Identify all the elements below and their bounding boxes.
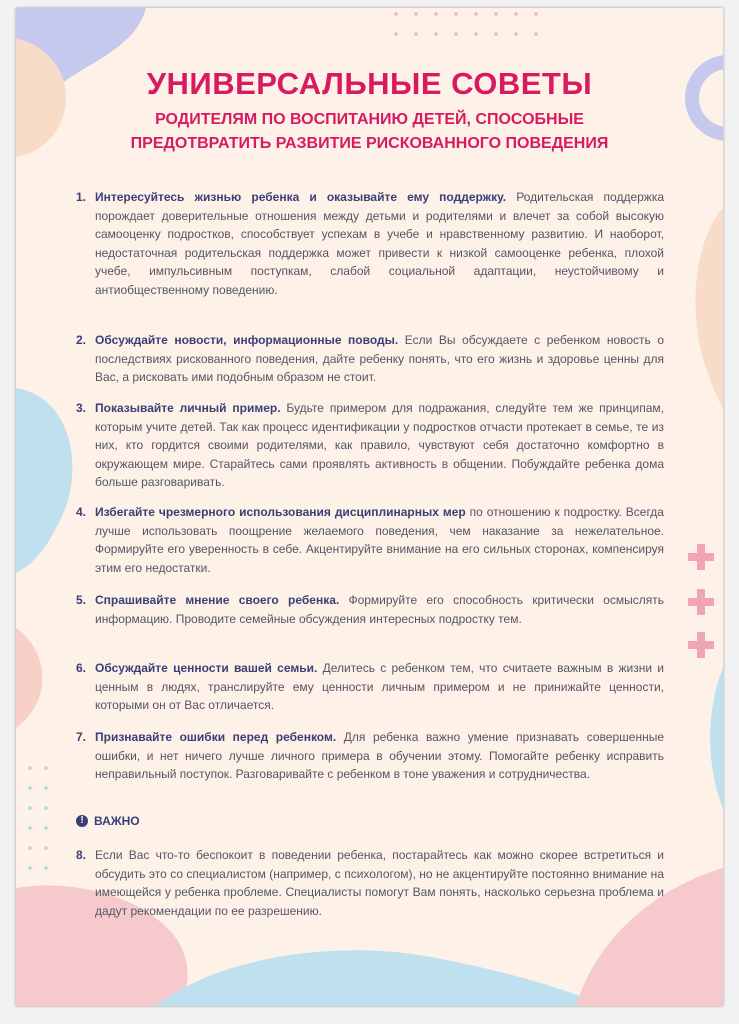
tip-number: 7. [76,730,87,744]
tip-text: Формируйте его способность критически осмыслять информацию. Проводите семейные обсуждения интересных подростку тем. [95,593,664,626]
tip-item-3 [76,399,664,492]
page-title: УНИВЕРСАЛЬНЫЕ СОВЕТЫ [146,66,593,101]
tip-number: 3. [76,401,87,415]
tip-text: Будьте примером для подражания, следуйте тем же принципам, которым учите детей. Так как процесс идентификации у подростков отчасти протекает в семье, те из них, кто гордится своими родителями, как правило, чувствуют себя достаточно комфортно в окружающем мире. Старайтесь сами проявлять активность в общении. Побуждайте ребенка дома больше разговаривать. [95,401,664,490]
tip-text: Если Вас что-то беспокоит в поведении ребенка, постарайтесь как можно скорее встретиться и обсудить это со специалистом (например, с психологом), но не акцентируйте постоянно внимание на имеющейся у ребенка проблеме. Специалисты помогут Вам понять, насколько серьезна проблема и дадут рекомендации по ее разрешению. [95,848,664,918]
tip-text: по отношению к подростку. Всегда лучше использовать поощрение желаемого поведения, чем наказание за нежелательное. Формируйте его уверенность в себе. Акцентируйте внимание на его сильных сторонах, компенсируя этим его недостатки. [95,505,664,575]
blue-wave-bottom-left [16,388,72,573]
subtitle-line-2: ПРЕДОТВРАТИТЬ РАЗВИТИЕ РИСКОВАННОГО ПОВЕДЕНИЯ [130,135,609,152]
tip-number: 1. [76,190,87,204]
tip-heading: Обсуждайте новости, информационные поводы. [95,333,399,347]
tip-item-6 [76,659,664,715]
tip-number: 2. [76,333,87,347]
plus-icons-right [688,544,714,658]
tip-text: Для ребенка важно умение признавать совершенные ошибки, и нет ничего лучше личного примера в обучении этому. Помогайте ребенку исправить неправильный поступок. Разговаривайте с ребенком в тоне уважения и сотрудничества. [95,730,664,782]
tip-text: Если Вы обсуждаете с ребенком новость о последствиях рискованного поведения, дайте ребенку понять, что его жизнь и здоровье ценны для Вас, а рисковать ими подобным образом не стоит. [95,333,664,385]
blue-wave-bottom [156,950,606,1006]
subtitle-line-1: РОДИТЕЛЯМ ПО ВОСПИТАНИЮ ДЕТЕЙ, СПОСОБНЫЕ [155,111,584,128]
tip-number: 8. [76,848,87,862]
peach-blob-right [695,208,723,408]
tip-number: 5. [76,593,87,607]
tip-text: Родительская поддержка порождает доверительные отношения между детьми и родителями и влечет за собой высокую самооценку подростков, способствует успехам в учебе и нравственному развитию. И наоборот, недостаточная родительская поддержка может привести к низкой самооценке ребенка, плохой учебе, импульсивным поступкам, слабой социальной адаптации, неустойчивому и антиобщественному поведению. [95,190,665,297]
tip-heading: Признавайте ошибки перед ребенком. [95,730,337,744]
important-heading [76,814,140,828]
important-label: ВАЖНО [94,814,140,828]
tip-item-8 [76,846,664,920]
tip-heading: Спрашивайте мнение своего ребенка. [95,593,340,607]
tip-heading: Показывайте личный пример. [95,401,281,415]
tip-item-7 [76,728,664,784]
tip-item-2 [76,331,664,387]
tip-number: 6. [76,661,87,675]
tip-item-4 [76,503,664,577]
dots-top [394,12,538,36]
tip-heading: Обсуждайте ценности вашей семьи. [95,661,318,675]
tip-number: 4. [76,505,87,519]
tip-text: Делитесь с ребенком тем, что считаете важным в жизни и ценным в людях, транслируйте ему ценности личным примером и не принижайте ценности, которыми он от Вас отличается. [95,661,664,713]
pink-blob-left [16,628,42,728]
tip-heading: Интересуйтесь жизнью ребенка и оказывайте ему поддержку. [95,190,507,204]
alert-icon: ! [76,815,88,827]
tip-item-1 [76,188,664,300]
tip-heading: Избегайте чрезмерного использования дисциплинарных мер [95,505,466,519]
page-subtitle [76,108,663,156]
dots-bottom-left [28,766,48,870]
tip-item-5 [76,591,664,628]
blue-blob-right [710,668,723,808]
